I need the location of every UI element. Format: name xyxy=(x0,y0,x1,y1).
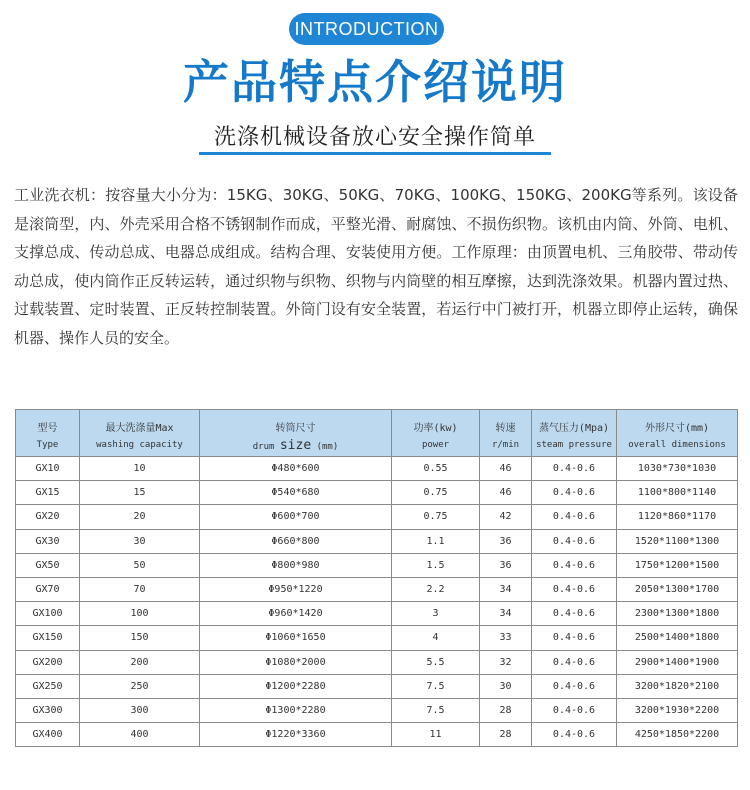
cell-steam-pressure: 0.4-0.6 xyxy=(532,626,617,650)
cell-overall-dimensions: 2500*1400*1800 xyxy=(617,626,738,650)
cell-steam-pressure: 0.4-0.6 xyxy=(532,505,617,529)
cell-power: 3 xyxy=(392,602,480,626)
cell-drum-size: Φ1080*2000 xyxy=(200,650,392,674)
cell-power: 1.5 xyxy=(392,553,480,577)
col-header-capacity-en: washing capacity xyxy=(80,434,200,457)
cell-overall-dimensions: 1120*860*1170 xyxy=(617,505,738,529)
table-row xyxy=(16,723,738,747)
table-row xyxy=(16,505,738,529)
col-header-drum-en xyxy=(200,434,392,457)
cell-speed: 30 xyxy=(480,674,532,698)
col-header-power: 功率(kw) xyxy=(392,410,480,435)
col-header-speed: 转速 xyxy=(480,410,532,435)
cell-speed: 28 xyxy=(480,698,532,722)
cell-overall-dimensions: 2300*1300*1800 xyxy=(617,602,738,626)
table-row xyxy=(16,674,738,698)
table-row xyxy=(16,577,738,601)
cell-steam-pressure: 0.4-0.6 xyxy=(532,698,617,722)
spec-table xyxy=(15,409,738,747)
drum-en-prefix: drum xyxy=(252,441,280,452)
cell-overall-dimensions: 4250*1850*2200 xyxy=(617,723,738,747)
cell-speed: 34 xyxy=(480,602,532,626)
cell-drum-size: Φ1220*3360 xyxy=(200,723,392,747)
cell-steam-pressure: 0.4-0.6 xyxy=(532,457,617,481)
cell-drum-size: Φ600*700 xyxy=(200,505,392,529)
table-row xyxy=(16,698,738,722)
cell-drum-size: Φ1300*2280 xyxy=(200,698,392,722)
cell-steam-pressure: 0.4-0.6 xyxy=(532,602,617,626)
cell-capacity: 200 xyxy=(80,650,200,674)
cell-capacity: 400 xyxy=(80,723,200,747)
cell-steam-pressure: 0.4-0.6 xyxy=(532,481,617,505)
cell-capacity: 10 xyxy=(80,457,200,481)
cell-power: 4 xyxy=(392,626,480,650)
cell-power: 7.5 xyxy=(392,698,480,722)
cell-speed: 46 xyxy=(480,457,532,481)
cell-model: GX70 xyxy=(16,577,80,601)
cell-speed: 32 xyxy=(480,650,532,674)
table-row xyxy=(16,553,738,577)
cell-model: GX20 xyxy=(16,505,80,529)
cell-capacity: 15 xyxy=(80,481,200,505)
cell-capacity: 300 xyxy=(80,698,200,722)
cell-overall-dimensions: 1520*1100*1300 xyxy=(617,529,738,553)
cell-overall-dimensions: 1100*800*1140 xyxy=(617,481,738,505)
cell-steam-pressure: 0.4-0.6 xyxy=(532,723,617,747)
cell-capacity: 30 xyxy=(80,529,200,553)
cell-overall-dimensions: 2900*1400*1900 xyxy=(617,650,738,674)
cell-model: GX100 xyxy=(16,602,80,626)
cell-model: GX50 xyxy=(16,553,80,577)
cell-steam-pressure: 0.4-0.6 xyxy=(532,674,617,698)
cell-model: GX400 xyxy=(16,723,80,747)
cell-drum-size: Φ1060*1650 xyxy=(200,626,392,650)
col-header-speed-en: r/min xyxy=(480,434,532,457)
spec-table-body xyxy=(16,457,738,747)
cell-overall-dimensions: 1030*730*1030 xyxy=(617,457,738,481)
cell-speed: 34 xyxy=(480,577,532,601)
introduction-badge: INTRODUCTION xyxy=(289,13,444,45)
cell-drum-size: Φ540*680 xyxy=(200,481,392,505)
cell-steam-pressure: 0.4-0.6 xyxy=(532,650,617,674)
cell-overall-dimensions: 2050*1300*1700 xyxy=(617,577,738,601)
page-title: 产品特点介绍说明 xyxy=(183,55,567,109)
page-subtitle: 洗涤机械设备放心安全操作简单 xyxy=(213,125,536,150)
table-row xyxy=(16,457,738,481)
cell-drum-size: Φ480*600 xyxy=(200,457,392,481)
cell-speed: 36 xyxy=(480,529,532,553)
cell-capacity: 250 xyxy=(80,674,200,698)
table-header-row-en xyxy=(16,434,738,457)
table-row xyxy=(16,529,738,553)
cell-power: 0.55 xyxy=(392,457,480,481)
cell-power: 11 xyxy=(392,723,480,747)
cell-model: GX10 xyxy=(16,457,80,481)
col-header-overall: 外形尺寸(mm) xyxy=(617,410,738,435)
cell-steam-pressure: 0.4-0.6 xyxy=(532,553,617,577)
cell-speed: 28 xyxy=(480,723,532,747)
col-header-capacity: 最大洗涤量Max xyxy=(80,410,200,435)
cell-capacity: 150 xyxy=(80,626,200,650)
table-header-row-cn xyxy=(16,410,738,435)
col-header-steam: 蒸气压力(Mpa) xyxy=(532,410,617,435)
col-header-power-en: power xyxy=(392,434,480,457)
cell-drum-size: Φ1200*2280 xyxy=(200,674,392,698)
cell-speed: 33 xyxy=(480,626,532,650)
table-row xyxy=(16,626,738,650)
cell-power: 5.5 xyxy=(392,650,480,674)
col-header-model: 型号 xyxy=(16,410,80,435)
cell-capacity: 50 xyxy=(80,553,200,577)
cell-capacity: 70 xyxy=(80,577,200,601)
cell-drum-size: Φ950*1220 xyxy=(200,577,392,601)
col-header-type-en: Type xyxy=(16,434,80,457)
cell-overall-dimensions: 3200*1820*2100 xyxy=(617,674,738,698)
cell-speed: 36 xyxy=(480,553,532,577)
cell-model: GX250 xyxy=(16,674,80,698)
table-row xyxy=(16,602,738,626)
cell-power: 7.5 xyxy=(392,674,480,698)
col-header-steam-en: steam pressure xyxy=(532,434,617,457)
cell-power: 2.2 xyxy=(392,577,480,601)
cell-model: GX200 xyxy=(16,650,80,674)
cell-model: GX150 xyxy=(16,626,80,650)
cell-power: 0.75 xyxy=(392,481,480,505)
cell-model: GX15 xyxy=(16,481,80,505)
cell-speed: 42 xyxy=(480,505,532,529)
subtitle-underline xyxy=(199,152,551,155)
cell-capacity: 20 xyxy=(80,505,200,529)
cell-steam-pressure: 0.4-0.6 xyxy=(532,577,617,601)
cell-model: GX30 xyxy=(16,529,80,553)
cell-overall-dimensions: 1750*1200*1500 xyxy=(617,553,738,577)
col-header-overall-en: overall dimensions xyxy=(617,434,738,457)
col-header-drum: 转筒尺寸 xyxy=(200,410,392,435)
cell-model: GX300 xyxy=(16,698,80,722)
drum-en-unit: (mm) xyxy=(311,441,339,452)
cell-speed: 46 xyxy=(480,481,532,505)
cell-power: 1.1 xyxy=(392,529,480,553)
cell-steam-pressure: 0.4-0.6 xyxy=(532,529,617,553)
cell-drum-size: Φ800*980 xyxy=(200,553,392,577)
cell-capacity: 100 xyxy=(80,602,200,626)
cell-power: 0.75 xyxy=(392,505,480,529)
drum-en-size: size xyxy=(279,437,312,453)
intro-paragraph: 工业洗衣机：按容量大小分为：15KG、30KG、50KG、70KG、100KG、150KG、200KG等系列。该设备是滚筒型，内、外壳采用合格不锈钢制作而成，平整光滑、耐腐蚀、不损伤织物。该机由内筒、外筒、电机、支撑总成、传动总成、电器总成组成。结构合理、安装使用方便。工作原理：由顶置电机、三角胶带、带动传动总成，使内筒作正反转运转，通过织物与织物、织物与内筒壁的相互摩擦，达到洗涤效果。机器内置过热、过载装置、定时装置、正反转控制装置。外筒门设有安全装置，若运行中门被打开，机器立即停止运转，确保机器、操作人员的安全。 xyxy=(14,186,738,347)
table-row xyxy=(16,650,738,674)
table-row xyxy=(16,481,738,505)
cell-overall-dimensions: 3200*1930*2200 xyxy=(617,698,738,722)
cell-drum-size: Φ960*1420 xyxy=(200,602,392,626)
cell-drum-size: Φ660*800 xyxy=(200,529,392,553)
